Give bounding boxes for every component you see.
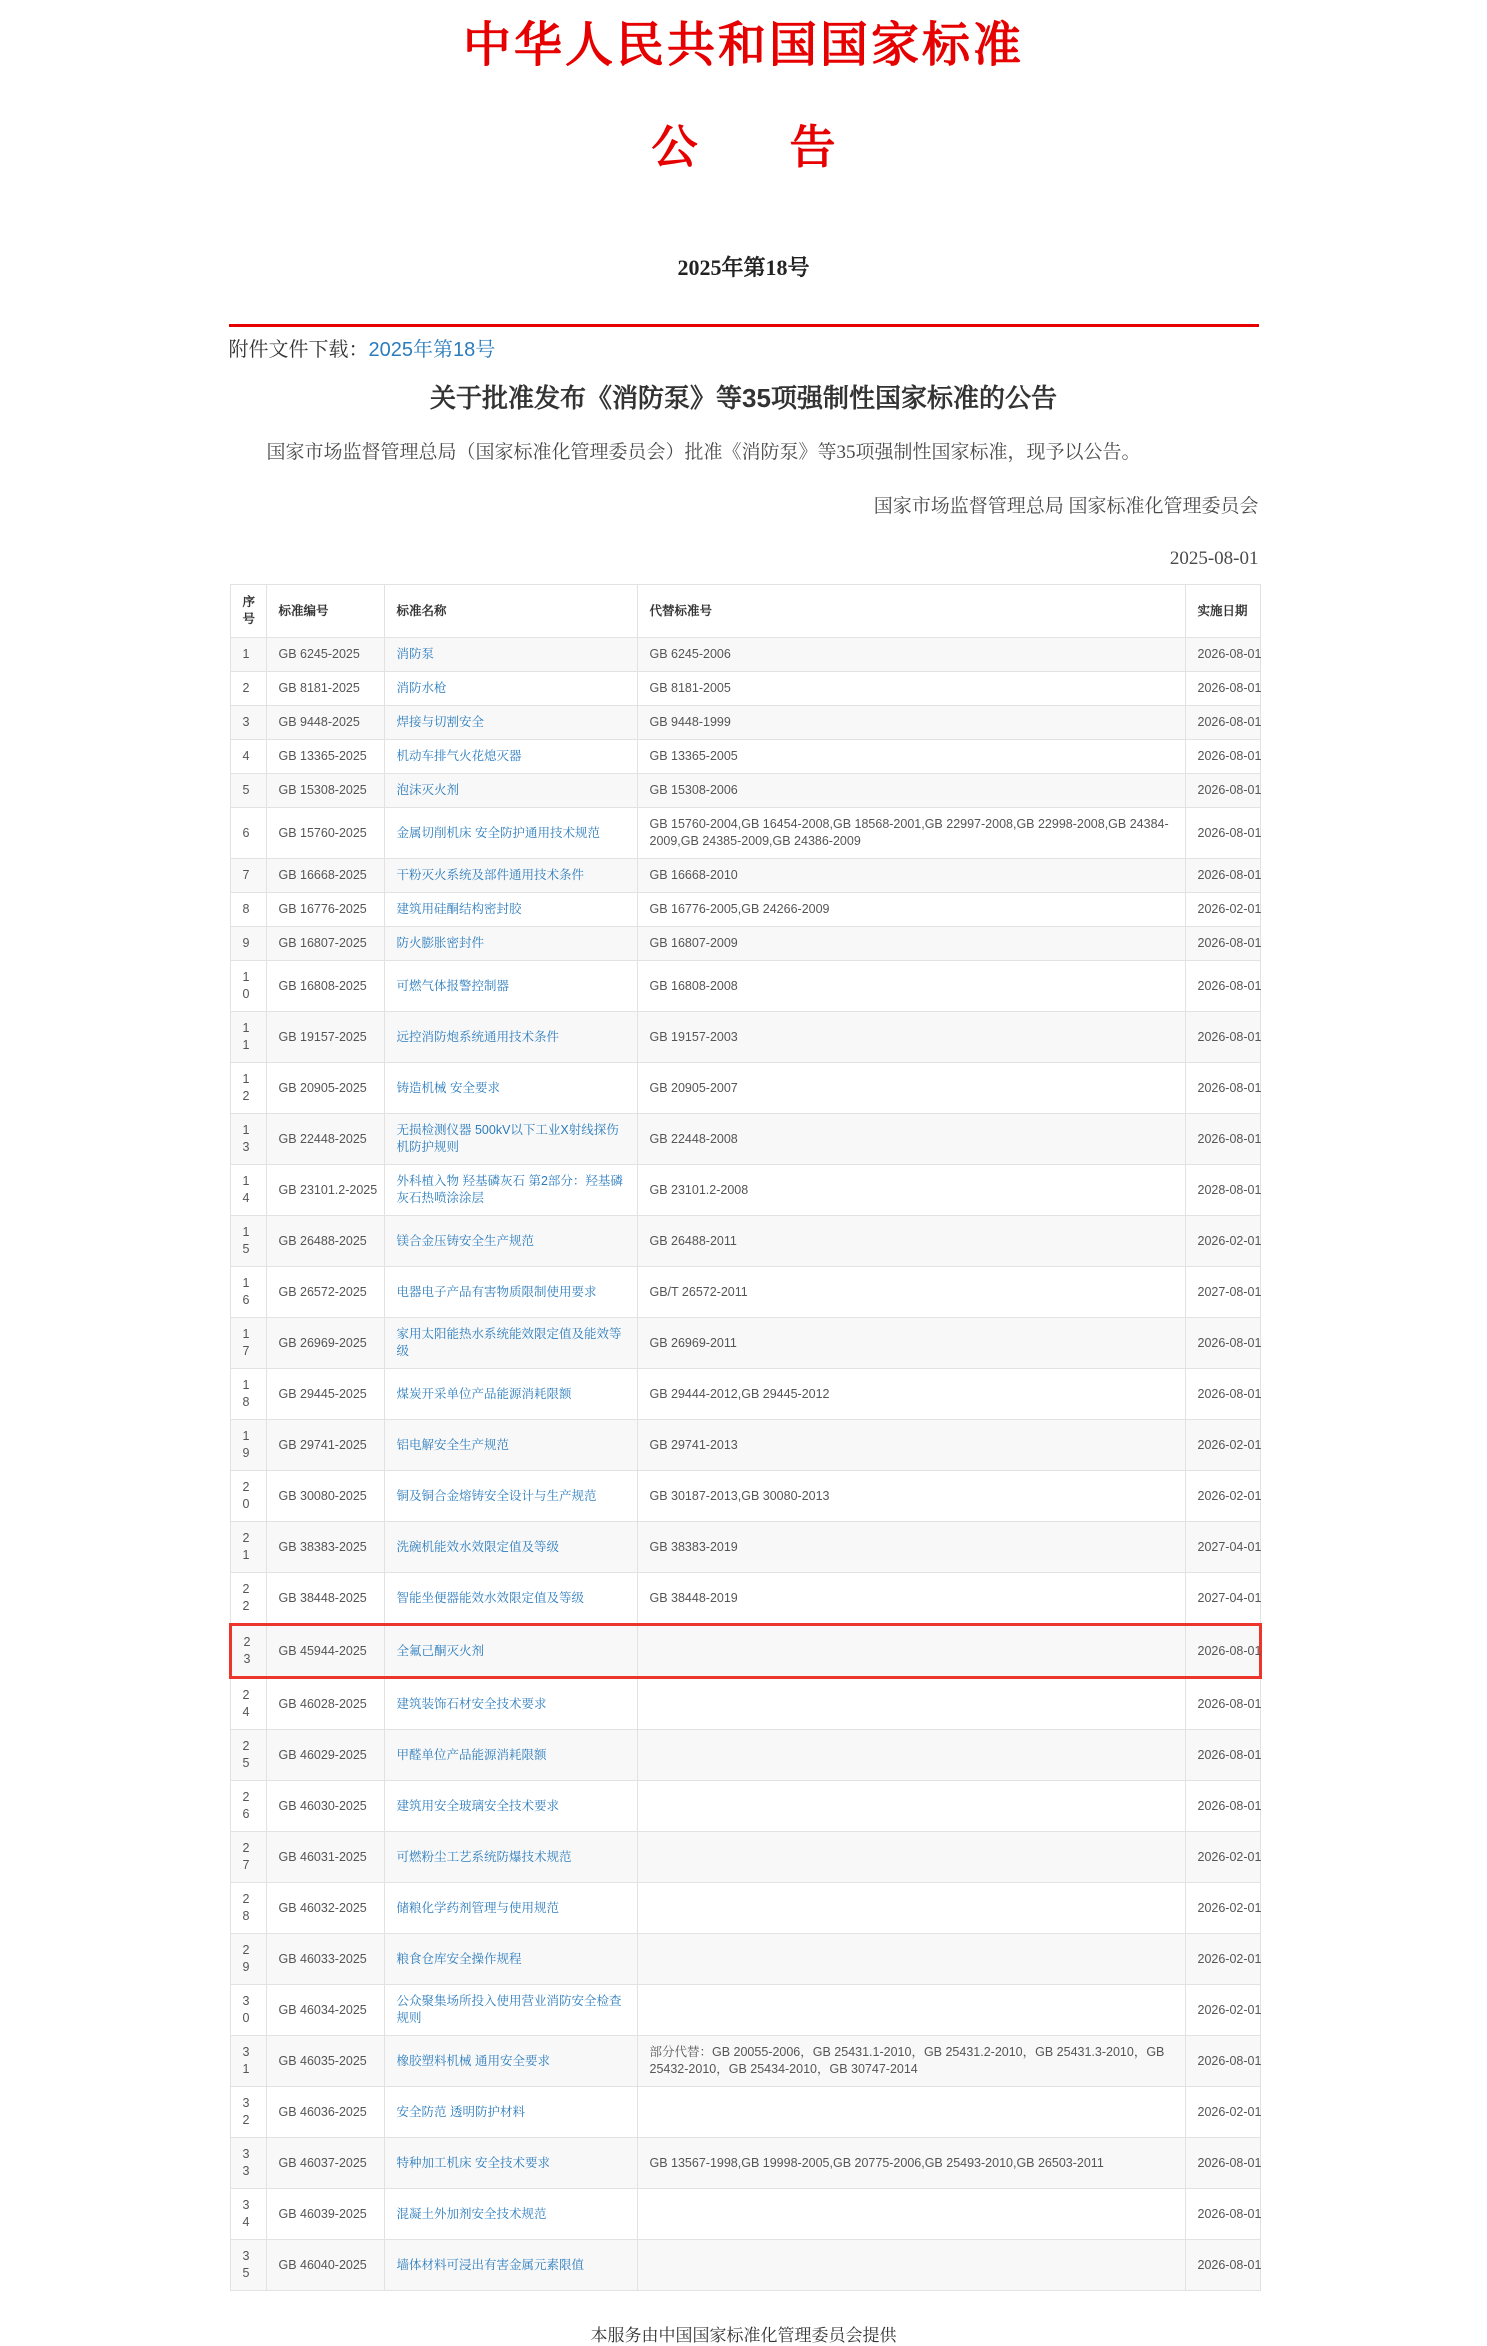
standard-name-cell [384, 1678, 637, 1730]
table-row [230, 927, 1260, 961]
standard-name-cell [384, 1730, 637, 1781]
table-row [230, 740, 1260, 774]
standard-name-link[interactable]: 安全防范 透明防护材料 [396, 2104, 525, 2119]
implementation-date: 2026-08-01 [1185, 927, 1260, 961]
notice-title: 关于批准发布《消防泵》等35项强制性国家标准的公告 [430, 382, 1057, 413]
implementation-date: 2026-02-01 [1185, 1216, 1260, 1267]
standard-name-link[interactable]: 甲醛单位产品能源消耗限额 [396, 1747, 547, 1762]
implementation-date: 2026-08-01 [1185, 2189, 1260, 2240]
standards-table-body [230, 638, 1260, 2291]
implementation-date: 2026-08-01 [1185, 1625, 1260, 1678]
replaced-standards [637, 1730, 1185, 1781]
standard-name-link[interactable]: 全氟己酮灭火剂 [396, 1643, 485, 1658]
table-row [230, 961, 1260, 1012]
standard-name-cell [384, 1318, 637, 1369]
standard-code: GB 46034-2025 [266, 1985, 384, 2036]
table-row [230, 1369, 1260, 1420]
replaced-standards: GB 6245-2006 [637, 638, 1185, 672]
standard-name-cell [384, 961, 637, 1012]
table-row [230, 1216, 1260, 1267]
issuing-authority: 国家市场监督管理总局 国家标准化管理委员会 [873, 496, 1259, 518]
table-row [230, 1883, 1260, 1934]
table-row [230, 1832, 1260, 1883]
table-row [230, 706, 1260, 740]
table-row [230, 1318, 1260, 1369]
standard-name-cell [384, 706, 637, 740]
row-index: 20 [230, 1471, 266, 1522]
table-row [230, 808, 1260, 859]
implementation-date: 2026-08-01 [1185, 672, 1260, 706]
standard-name-cell [384, 1883, 637, 1934]
row-index: 3 [230, 706, 266, 740]
implementation-date: 2026-08-01 [1185, 706, 1260, 740]
table-row [230, 1985, 1260, 2036]
standard-name-link[interactable]: 墙体材料可浸出有害金属元素限值 [396, 2257, 585, 2272]
replaced-standards: GB 8181-2005 [637, 672, 1185, 706]
page-subtitle: 公 告 [651, 121, 836, 173]
standard-name-link[interactable]: 特种加工机床 安全技术要求 [396, 2155, 550, 2170]
row-index: 6 [230, 808, 266, 859]
standard-name-link[interactable]: 机动车排气火花熄灭器 [396, 749, 522, 764]
standard-name-cell [384, 638, 637, 672]
row-index: 35 [230, 2240, 266, 2291]
replaced-standards: GB/T 26572-2011 [637, 1267, 1185, 1318]
standard-name-cell [384, 1369, 637, 1420]
attachment-download-link[interactable]: 2025年第18号 [368, 338, 496, 361]
standard-name-link[interactable]: 无损检测仪器 500kV以下工业X射线探伤机防护规则 [396, 1123, 619, 1155]
issue-number: 2025年第18号 [677, 255, 810, 281]
replaced-standards: 部分代替：GB 20055-2006，GB 25431.1-2010，GB 25431.2-2010，GB 25431.3-2010，GB 25432-2010，GB 25434-2010，GB 30747-2014 [637, 2036, 1185, 2087]
replaced-standards: GB 16776-2005,GB 24266-2009 [637, 893, 1185, 927]
standard-name-link[interactable]: 建筑用硅酮结构密封胶 [396, 902, 522, 917]
standards-table [229, 584, 1262, 2291]
table-row [230, 1012, 1260, 1063]
standard-code: GB 46030-2025 [266, 1781, 384, 1832]
standard-code: GB 46036-2025 [266, 2087, 384, 2138]
table-row [230, 1267, 1260, 1318]
row-index: 15 [230, 1216, 266, 1267]
standard-name-cell [384, 1063, 637, 1114]
row-index: 11 [230, 1012, 266, 1063]
table-row [230, 1625, 1260, 1678]
replaced-standards: GB 16807-2009 [637, 927, 1185, 961]
replaced-standards [637, 2087, 1185, 2138]
standard-name-link[interactable]: 远控消防炮系统通用技术条件 [396, 1029, 560, 1044]
standard-code: GB 45944-2025 [266, 1625, 384, 1678]
implementation-date: 2028-08-01 [1185, 1165, 1260, 1216]
replaced-standards: GB 30187-2013,GB 30080-2013 [637, 1471, 1185, 1522]
replaced-standards: GB 13567-1998,GB 19998-2005,GB 20775-2006,GB 25493-2010,GB 26503-2011 [637, 2138, 1185, 2189]
standard-code: GB 16776-2025 [266, 893, 384, 927]
standard-name-link[interactable]: 煤炭开采单位产品能源消耗限额 [396, 1386, 572, 1401]
implementation-date: 2026-08-01 [1185, 2036, 1260, 2087]
replaced-standards: GB 22448-2008 [637, 1114, 1185, 1165]
attachment-label: 附件文件下载： [228, 338, 369, 361]
standard-name-link[interactable]: 金属切削机床 安全防护通用技术规范 [396, 825, 600, 840]
table-row [230, 672, 1260, 706]
implementation-date: 2026-02-01 [1185, 1985, 1260, 2036]
standard-code: GB 46037-2025 [266, 2138, 384, 2189]
row-index: 17 [230, 1318, 266, 1369]
table-row [230, 1934, 1260, 1985]
standard-code: GB 15760-2025 [266, 808, 384, 859]
standard-name-link[interactable]: 公众聚集场所投入使用营业消防安全检查规则 [396, 1994, 622, 2026]
replaced-standards: GB 38383-2019 [637, 1522, 1185, 1573]
standard-code: GB 38383-2025 [266, 1522, 384, 1573]
replaced-standards: GB 26488-2011 [637, 1216, 1185, 1267]
row-index: 1 [230, 638, 266, 672]
row-index: 30 [230, 1985, 266, 2036]
row-index: 31 [230, 2036, 266, 2087]
table-row [230, 1114, 1260, 1165]
table-row [230, 1471, 1260, 1522]
implementation-date: 2026-08-01 [1185, 2138, 1260, 2189]
standard-code: GB 16808-2025 [266, 961, 384, 1012]
replaced-standards: GB 13365-2005 [637, 740, 1185, 774]
table-row [230, 893, 1260, 927]
standard-code: GB 46032-2025 [266, 1883, 384, 1934]
table-row [230, 638, 1260, 672]
standard-code: GB 46035-2025 [266, 2036, 384, 2087]
standard-name-link[interactable]: 建筑装饰石材安全技术要求 [396, 1696, 547, 1711]
standard-code: GB 46028-2025 [266, 1678, 384, 1730]
standard-name-cell [384, 893, 637, 927]
table-row [230, 1063, 1260, 1114]
row-index: 24 [230, 1678, 266, 1730]
standard-name-cell [384, 1471, 637, 1522]
standard-code: GB 46039-2025 [266, 2189, 384, 2240]
standard-name-cell [384, 1165, 637, 1216]
implementation-date: 2027-04-01 [1185, 1522, 1260, 1573]
row-index: 8 [230, 893, 266, 927]
implementation-date: 2026-08-01 [1185, 1318, 1260, 1369]
standard-code: GB 6245-2025 [266, 638, 384, 672]
standard-name-cell [384, 2189, 637, 2240]
replaced-standards: GB 38448-2019 [637, 1573, 1185, 1625]
row-index: 18 [230, 1369, 266, 1420]
replaced-standards [637, 1678, 1185, 1730]
implementation-date: 2026-08-01 [1185, 808, 1260, 859]
standard-code: GB 9448-2025 [266, 706, 384, 740]
standard-name-cell [384, 740, 637, 774]
replaced-standards: GB 15760-2004,GB 16454-2008,GB 18568-2001,GB 22997-2008,GB 22998-2008,GB 24384-2009,GB 24385-2009,GB 24386-2009 [637, 808, 1185, 859]
standard-name-link[interactable]: 可燃气体报警控制器 [396, 978, 510, 993]
standard-code: GB 26572-2025 [266, 1267, 384, 1318]
standard-name-cell [384, 927, 637, 961]
standard-code: GB 8181-2025 [266, 672, 384, 706]
table-row [230, 1420, 1260, 1471]
standard-code: GB 38448-2025 [266, 1573, 384, 1625]
table-row [230, 2087, 1260, 2138]
standard-name-link[interactable]: 防火膨胀密封件 [396, 936, 485, 951]
standard-name-cell [384, 774, 637, 808]
standard-code: GB 46029-2025 [266, 1730, 384, 1781]
row-index: 32 [230, 2087, 266, 2138]
row-index: 7 [230, 859, 266, 893]
table-row [230, 774, 1260, 808]
standard-name-cell [384, 2036, 637, 2087]
table-row [230, 2189, 1260, 2240]
standard-name-link[interactable]: 电器电子产品有害物质限制使用要求 [396, 1284, 597, 1299]
standard-name-cell [384, 1114, 637, 1165]
row-index: 33 [230, 2138, 266, 2189]
standard-name-cell [384, 1216, 637, 1267]
replaced-standards: GB 29741-2013 [637, 1420, 1185, 1471]
header-impl-date: 实施日期 [1185, 585, 1260, 638]
implementation-date: 2026-08-01 [1185, 1369, 1260, 1420]
replaced-standards [637, 1934, 1185, 1985]
standard-code: GB 26488-2025 [266, 1216, 384, 1267]
implementation-date: 2026-02-01 [1185, 1883, 1260, 1934]
header-name: 标准名称 [384, 585, 637, 638]
implementation-date: 2026-02-01 [1185, 1832, 1260, 1883]
row-index: 28 [230, 1883, 266, 1934]
row-index: 25 [230, 1730, 266, 1781]
standard-name-cell [384, 1625, 637, 1678]
implementation-date: 2026-08-01 [1185, 740, 1260, 774]
standard-name-cell [384, 859, 637, 893]
standard-code: GB 29445-2025 [266, 1369, 384, 1420]
replaced-standards [637, 1883, 1185, 1934]
table-row [230, 1678, 1260, 1730]
red-divider [229, 324, 1259, 327]
standard-code: GB 15308-2025 [266, 774, 384, 808]
standard-name-link[interactable]: 焊接与切割安全 [396, 715, 485, 730]
implementation-date: 2026-08-01 [1185, 859, 1260, 893]
implementation-date: 2026-02-01 [1185, 1934, 1260, 1985]
replaced-standards: GB 16808-2008 [637, 961, 1185, 1012]
standard-name-link[interactable]: 铸造机械 安全要求 [396, 1080, 500, 1095]
replaced-standards: GB 20905-2007 [637, 1063, 1185, 1114]
standard-name-link[interactable]: 储粮化学药剂管理与使用规范 [396, 1900, 560, 1915]
standard-name-cell [384, 808, 637, 859]
standard-name-link[interactable]: 可燃粉尘工艺系统防爆技术规范 [396, 1849, 572, 1864]
implementation-date: 2027-08-01 [1185, 1267, 1260, 1318]
row-index: 16 [230, 1267, 266, 1318]
row-index: 12 [230, 1063, 266, 1114]
attachment-row [229, 336, 1259, 364]
standard-code: GB 23101.2-2025 [266, 1165, 384, 1216]
standard-code: GB 46031-2025 [266, 1832, 384, 1883]
row-index: 2 [230, 672, 266, 706]
row-index: 14 [230, 1165, 266, 1216]
replaced-standards: GB 15308-2006 [637, 774, 1185, 808]
standard-name-link[interactable]: 家用太阳能热水系统能效限定值及能效等级 [396, 1327, 622, 1359]
row-index: 22 [230, 1573, 266, 1625]
standard-name-link[interactable]: 外科植入物 羟基磷灰石 第2部分：羟基磷灰石热喷涂涂层 [396, 1174, 623, 1206]
replaced-standards: GB 16668-2010 [637, 859, 1185, 893]
implementation-date: 2026-08-01 [1185, 961, 1260, 1012]
row-index: 13 [230, 1114, 266, 1165]
row-index: 27 [230, 1832, 266, 1883]
implementation-date: 2026-08-01 [1185, 638, 1260, 672]
table-row [230, 1781, 1260, 1832]
notice-body: 国家市场监督管理总局（国家标准化管理委员会）批准《消防泵》等35项强制性国家标准，现予以公告。 [266, 441, 1141, 463]
table-row [230, 1522, 1260, 1573]
standard-name-cell [384, 1934, 637, 1985]
standard-code: GB 29741-2025 [266, 1420, 384, 1471]
implementation-date: 2026-08-01 [1185, 774, 1260, 808]
header-index: 序号 [230, 585, 266, 638]
implementation-date: 2026-08-01 [1185, 2240, 1260, 2291]
standard-name-link[interactable]: 粮食仓库安全操作规程 [396, 1951, 522, 1966]
row-index: 34 [230, 2189, 266, 2240]
standard-name-cell [384, 1267, 637, 1318]
implementation-date: 2026-02-01 [1185, 1471, 1260, 1522]
replaced-standards: GB 9448-1999 [637, 706, 1185, 740]
page-title: 中华人民共和国国家标准 [462, 19, 1024, 72]
row-index: 23 [230, 1625, 266, 1678]
standard-name-cell [384, 672, 637, 706]
replaced-standards: GB 29444-2012,GB 29445-2012 [637, 1369, 1185, 1420]
standard-code: GB 46040-2025 [266, 2240, 384, 2291]
table-row [230, 2036, 1260, 2087]
standard-name-link[interactable]: 建筑用安全玻璃安全技术要求 [396, 1798, 560, 1813]
publish-date: 2025-08-01 [1169, 548, 1259, 570]
row-index: 26 [230, 1781, 266, 1832]
replaced-standards: GB 23101.2-2008 [637, 1165, 1185, 1216]
standard-name-cell [384, 1781, 637, 1832]
standard-name-link[interactable]: 泡沫灭火剂 [396, 783, 460, 798]
standard-name-link[interactable]: 铝电解安全生产规范 [396, 1437, 510, 1452]
row-index: 21 [230, 1522, 266, 1573]
table-row [230, 1165, 1260, 1216]
standard-code: GB 13365-2025 [266, 740, 384, 774]
standard-name-link[interactable]: 镁合金压铸安全生产规范 [396, 1233, 535, 1248]
implementation-date: 2026-02-01 [1185, 1420, 1260, 1471]
standard-name-link[interactable]: 消防泵 [396, 647, 435, 662]
table-row [230, 1573, 1260, 1625]
implementation-date: 2027-04-01 [1185, 1573, 1260, 1625]
standard-code: GB 19157-2025 [266, 1012, 384, 1063]
replaced-standards: GB 19157-2003 [637, 1012, 1185, 1063]
standard-code: GB 16668-2025 [266, 859, 384, 893]
table-row [230, 2240, 1260, 2291]
row-index: 4 [230, 740, 266, 774]
standard-name-link[interactable]: 洗碗机能效水效限定值及等级 [396, 1539, 560, 1554]
header-code: 标准编号 [266, 585, 384, 638]
standard-name-cell [384, 1985, 637, 2036]
table-row [230, 1730, 1260, 1781]
replaced-standards [637, 1625, 1185, 1678]
standard-name-cell [384, 1012, 637, 1063]
content-container [228, 0, 1262, 2346]
standard-name-link[interactable]: 混凝土外加剂安全技术规范 [396, 2206, 547, 2221]
standard-code: GB 26969-2025 [266, 1318, 384, 1369]
standard-name-cell [384, 1573, 637, 1625]
row-index: 29 [230, 1934, 266, 1985]
standard-name-cell [384, 2240, 637, 2291]
standard-code: GB 22448-2025 [266, 1114, 384, 1165]
standard-name-link[interactable]: 干粉灭火系统及部件通用技术条件 [396, 868, 585, 883]
standard-code: GB 20905-2025 [266, 1063, 384, 1114]
table-header-row [230, 585, 1260, 638]
standard-name-cell [384, 2138, 637, 2189]
header-replaced: 代替标准号 [637, 585, 1185, 638]
replaced-standards [637, 1985, 1185, 2036]
row-index: 19 [230, 1420, 266, 1471]
standard-name-link[interactable]: 橡胶塑料机械 通用安全要求 [396, 2053, 550, 2068]
replaced-standards: GB 26969-2011 [637, 1318, 1185, 1369]
implementation-date: 2026-08-01 [1185, 1012, 1260, 1063]
row-index: 10 [230, 961, 266, 1012]
footer-note: 本服务由中国国家标准化管理委员会提供 [590, 2326, 897, 2346]
standard-name-link[interactable]: 消防水枪 [396, 681, 447, 696]
replaced-standards [637, 2189, 1185, 2240]
standard-code: GB 30080-2025 [266, 1471, 384, 1522]
replaced-standards [637, 2240, 1185, 2291]
standard-name-cell [384, 1832, 637, 1883]
implementation-date: 2026-08-01 [1185, 1730, 1260, 1781]
implementation-date: 2026-02-01 [1185, 2087, 1260, 2138]
standards-table-head [230, 585, 1260, 638]
standard-name-cell [384, 1522, 637, 1573]
row-index: 5 [230, 774, 266, 808]
standard-name-cell [384, 2087, 637, 2138]
implementation-date: 2026-08-01 [1185, 1781, 1260, 1832]
table-row [230, 2138, 1260, 2189]
replaced-standards [637, 1781, 1185, 1832]
standard-name-cell [384, 1420, 637, 1471]
implementation-date: 2026-08-01 [1185, 1114, 1260, 1165]
implementation-date: 2026-02-01 [1185, 893, 1260, 927]
standard-code: GB 16807-2025 [266, 927, 384, 961]
standard-name-link[interactable]: 铜及铜合金熔铸安全设计与生产规范 [396, 1488, 597, 1503]
implementation-date: 2026-08-01 [1185, 1063, 1260, 1114]
standard-code: GB 46033-2025 [266, 1934, 384, 1985]
replaced-standards [637, 1832, 1185, 1883]
row-index: 9 [230, 927, 266, 961]
standard-name-link[interactable]: 智能坐便器能效水效限定值及等级 [396, 1590, 585, 1605]
implementation-date: 2026-08-01 [1185, 1678, 1260, 1730]
table-row [230, 859, 1260, 893]
